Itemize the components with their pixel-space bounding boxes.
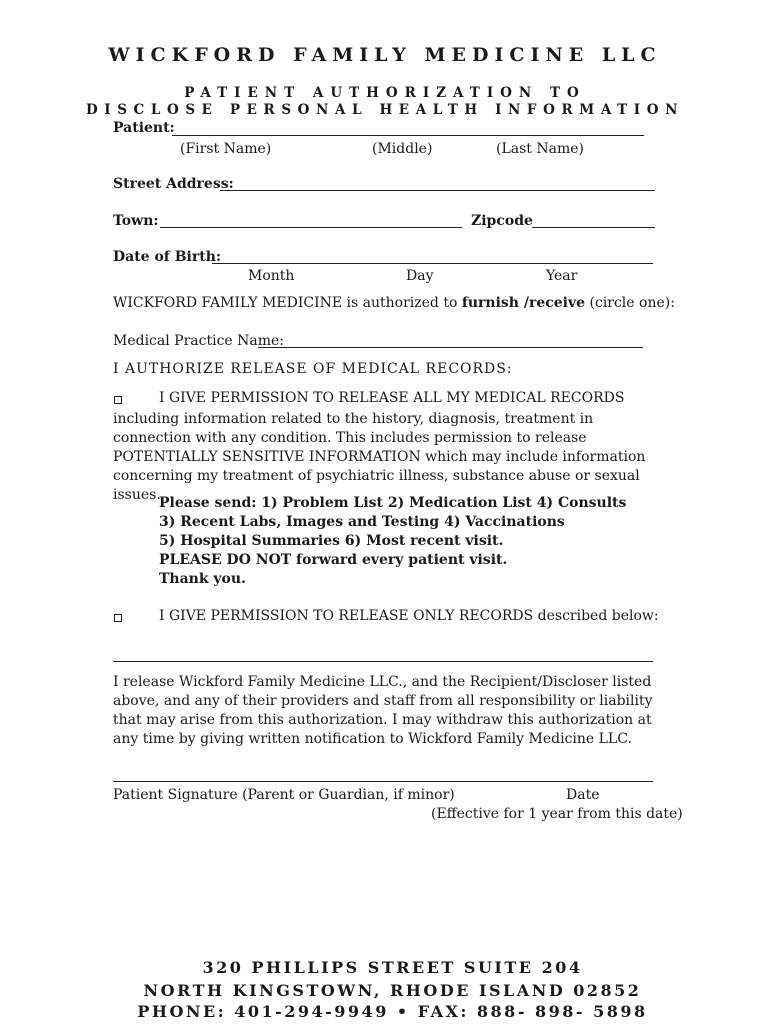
town-label: Town: [113,213,159,229]
first-name-caption: (First Name) [180,141,272,157]
send-line: PLEASE DO NOT forward every patient visit. [159,552,508,568]
street-address-field[interactable] [220,190,655,191]
dob-field[interactable] [212,263,653,264]
footer-address-line1: 320 PHILLIPS STREET SUITE 204 [202,958,583,977]
authorization-statement [113,295,675,311]
release-all-label: I GIVE PERMISSION TO RELEASE ALL MY MEDICAL RECORDS [159,390,625,406]
zipcode-field[interactable] [532,227,655,228]
release-heading: I AUTHORIZE RELEASE OF MEDICAL RECORDS: [113,361,513,377]
send-line: 5) Hospital Summaries 6) Most recent visit. [159,533,504,549]
practice-name-field[interactable] [258,347,643,348]
town-field[interactable] [160,227,462,228]
last-name-caption: (Last Name) [496,141,584,157]
patient-label: Patient: [113,120,175,136]
send-line: 3) Recent Labs, Images and Testing 4) Vaccinations [159,514,565,530]
release-only-label: I GIVE PERMISSION TO RELEASE ONLY RECORDS described below: [159,608,659,624]
form-subtitle-line1: PATIENT AUTHORIZATION TO [184,85,586,101]
date-label: Date [566,787,600,803]
footer-address-line2: NORTH KINGSTOWN, RHODE ISLAND 02852 [143,981,642,1000]
release-only-checkbox[interactable] [114,614,122,622]
signature-label: Patient Signature (Parent or Guardian, if minor) [113,787,455,803]
send-line: Please send: 1) Problem List 2) Medication List 4) Consults [159,495,627,511]
practice-title: WICKFORD FAMILY MEDICINE LLC [108,44,662,66]
practice-name-label: Medical Practice Name: [113,333,285,349]
dob-month-caption: Month [248,268,295,284]
records-description-field[interactable] [113,661,653,662]
zipcode-label: Zipcode [471,213,533,229]
release-statement: I release Wickford Family Medicine LLC., and the Recipient/Discloser listed above, and any of their providers and staff from all responsibility or liability that may arise from this authorization. I may withdraw this authorization at any time by giving written notification to Wickford Family Medicine LLC. [113,674,653,747]
dob-day-caption: Day [406,268,434,284]
release-all-detail: including information related to the history, diagnosis, treatment in connection with any condition. This includes permission to release POTENTIALLY SENSITIVE INFORMATION which may include information concerning my treatment of psychiatric illness, substance abuse or sexual issues. [113,411,646,503]
send-instructions [159,494,626,589]
release-all-checkbox[interactable] [114,396,122,404]
footer-phone-fax: PHONE: 401-294-9949 • FAX: 888- 898- 5898 [137,1002,648,1021]
dob-year-caption: Year [546,268,578,284]
authorization-prefix: WICKFORD FAMILY MEDICINE is authorized to [113,295,462,311]
authorization-suffix: (circle one): [585,295,675,311]
patient-name-field[interactable] [172,135,644,136]
furnish-receive-options[interactable]: furnish /receive [461,295,586,311]
send-line: Thank you. [159,571,246,587]
signature-field[interactable] [113,781,653,782]
dob-label: Date of Birth: [113,249,222,265]
street-address-label: Street Address: [113,176,234,192]
effective-note: (Effective for 1 year from this date) [431,806,683,822]
middle-name-caption: (Middle) [372,141,433,157]
form-subtitle-line2: DISCLOSE PERSONAL HEALTH INFORMATION [85,102,685,118]
